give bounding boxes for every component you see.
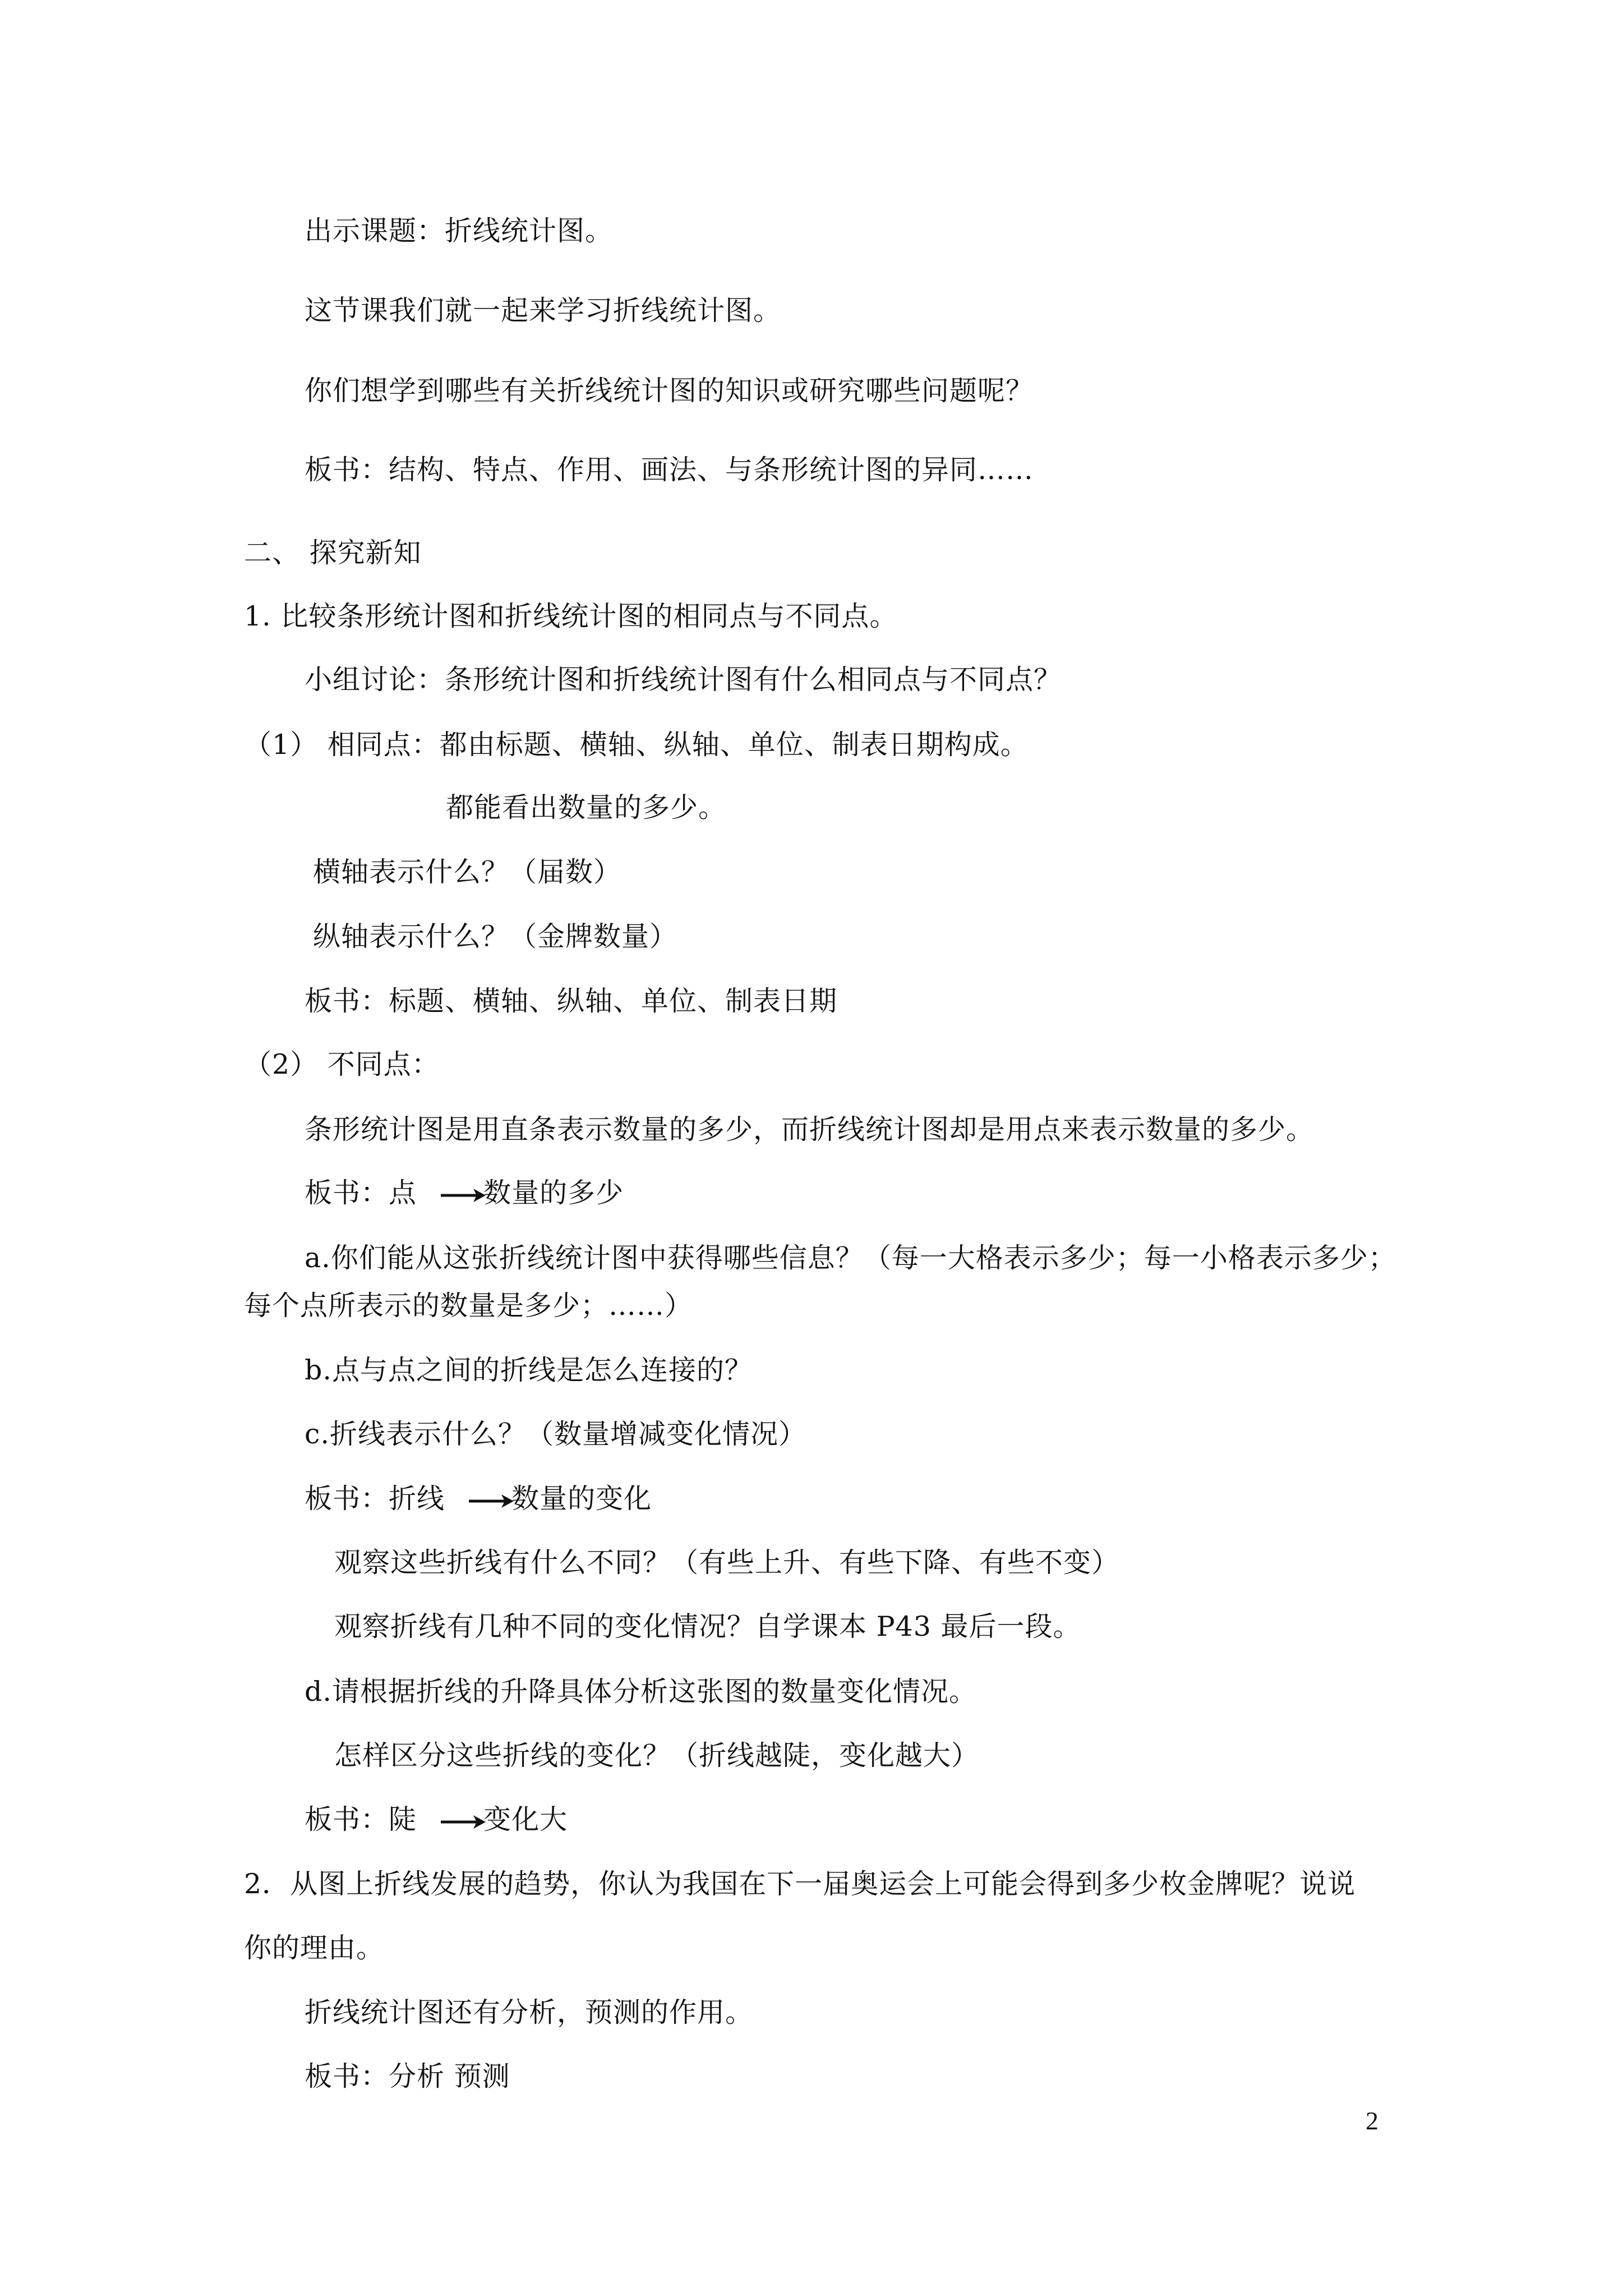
text-line: 纵轴表示什么？（金牌数量） xyxy=(313,921,678,953)
board-note xyxy=(305,1176,624,1210)
board-note xyxy=(305,1803,568,1837)
page-number: 2 xyxy=(1366,2106,1378,2135)
text-line: 1. 比较条形统计图和折线统计图的相同点与不同点。 xyxy=(244,600,898,632)
text-line: 板书：分析 预测 xyxy=(305,2060,510,2092)
text-line: 每个点所表示的数量是多少；……） xyxy=(244,1290,693,1322)
text-line: b.点与点之间的折线是怎么连接的？ xyxy=(305,1354,753,1386)
board-note-label: 板书：陡 xyxy=(305,1803,417,1835)
board-note-result: 数量的多少 xyxy=(483,1177,624,1209)
text-line: 小组讨论：条形统计图和折线统计图有什么相同点与不同点？ xyxy=(305,664,1062,696)
text-line: 观察折线有几种不同的变化情况？自学课本 P43 最后一段。 xyxy=(334,1611,1081,1642)
board-note xyxy=(305,1482,652,1516)
text-line: 观察这些折线有什么不同？（有些上升、有些下降、有些不变） xyxy=(334,1547,1120,1579)
text-line: 出示课题：折线统计图。 xyxy=(305,215,614,247)
text-line: 你的理由。 xyxy=(244,1932,385,1964)
text-line: 你们想学到哪些有关折线统计图的知识或研究哪些问题呢？ xyxy=(305,375,1034,407)
text-line: 横轴表示什么？（届数） xyxy=(313,856,622,888)
right-arrow-icon xyxy=(468,1489,515,1513)
text-line: （1） 相同点：都由标题、横轴、纵轴、单位、制表日期构成。 xyxy=(244,729,1029,761)
text-line: 2．从图上折线发展的趋势，你认为我国在下一届奥运会上可能会得到多少枚金牌呢？说说 xyxy=(244,1868,1356,1900)
text-line: a.你们能从这张折线统计图中获得哪些信息？（每一大格表示多少；每一小格表示多少； xyxy=(305,1242,1396,1274)
section-heading: 二、 探究新知 xyxy=(244,537,422,569)
right-arrow-icon xyxy=(440,1183,487,1208)
board-note-result: 数量的变化 xyxy=(511,1483,652,1515)
text-line: d.请根据折线的升降具体分析这张图的数量变化情况。 xyxy=(305,1676,977,1708)
text-line: 条形统计图是用直条表示数量的多少，而折线统计图却是用点来表示数量的多少。 xyxy=(305,1114,1315,1145)
text-line: （2） 不同点： xyxy=(244,1048,440,1080)
text-line: 这节课我们就一起来学习折线统计图。 xyxy=(305,295,782,326)
text-line: c.折线表示什么？（数量增减变化情况） xyxy=(305,1418,807,1450)
right-arrow-icon xyxy=(440,1810,487,1834)
board-note-label: 板书：折线 xyxy=(305,1483,445,1515)
text-line: 怎样区分这些折线的变化？（折线越陡，变化越大） xyxy=(334,1740,980,1772)
board-note-label: 板书：点 xyxy=(305,1177,417,1209)
board-note-result: 变化大 xyxy=(483,1803,568,1835)
text-line: 折线统计图还有分析，预测的作用。 xyxy=(305,1996,754,2028)
text-line: 板书：结构、特点、作用、画法、与条形统计图的异同…… xyxy=(305,454,1034,486)
text-line: 都能看出数量的多少。 xyxy=(446,792,727,823)
text-line: 板书：标题、横轴、纵轴、单位、制表日期 xyxy=(305,985,838,1017)
